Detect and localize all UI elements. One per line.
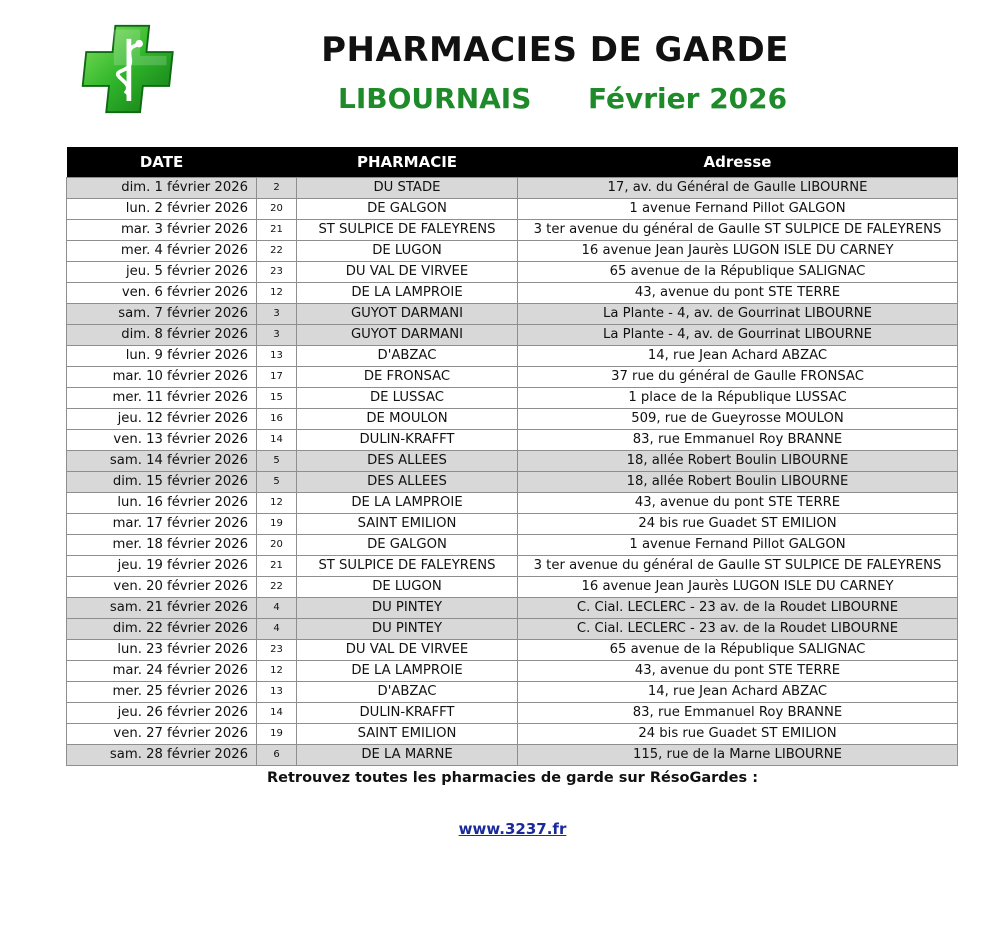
table-row <box>67 178 958 199</box>
row-number: 12 <box>257 661 297 682</box>
row-pharmacie: DE LA LAMPROIE <box>297 493 518 514</box>
row-adresse: 16 avenue Jean Jaurès LUGON ISLE DU CARNEY <box>518 241 958 262</box>
row-date: dim. 1 février 2026 <box>67 178 257 199</box>
row-pharmacie: DE LA LAMPROIE <box>297 283 518 304</box>
row-number: 6 <box>257 745 297 766</box>
table-header-row <box>67 147 958 178</box>
row-date: lun. 9 février 2026 <box>67 346 257 367</box>
row-date: dim. 15 février 2026 <box>67 472 257 493</box>
row-pharmacie: DES ALLEES <box>297 451 518 472</box>
table-row <box>67 220 958 241</box>
row-adresse: 83, rue Emmanuel Roy BRANNE <box>518 703 958 724</box>
row-adresse: 83, rue Emmanuel Roy BRANNE <box>518 430 958 451</box>
row-pharmacie: DE FRONSAC <box>297 367 518 388</box>
row-adresse: 115, rue de la Marne LIBOURNE <box>518 745 958 766</box>
table-row <box>67 262 958 283</box>
row-adresse: 24 bis rue Guadet ST EMILION <box>518 724 958 745</box>
pharmacy-schedule-table <box>66 147 958 766</box>
table-row <box>67 346 958 367</box>
page-title: PHARMACIES DE GARDE <box>321 30 789 70</box>
row-adresse: 14, rue Jean Achard ABZAC <box>518 346 958 367</box>
row-date: sam. 21 février 2026 <box>67 598 257 619</box>
footer-text: Retrouvez toutes les pharmacies de garde sur RésoGardes : <box>266 770 758 786</box>
table-row <box>67 325 958 346</box>
region-title: LIBOURNAIS <box>338 82 532 115</box>
row-adresse: 3 ter avenue du général de Gaulle ST SULPICE DE FALEYRENS <box>518 220 958 241</box>
row-number: 4 <box>257 598 297 619</box>
row-pharmacie: DES ALLEES <box>297 472 518 493</box>
row-date: ven. 6 février 2026 <box>67 283 257 304</box>
column-header-adresse: Adresse <box>518 147 958 178</box>
row-number: 19 <box>257 724 297 745</box>
row-number: 23 <box>257 640 297 661</box>
row-pharmacie: DULIN-KRAFFT <box>297 430 518 451</box>
row-date: jeu. 26 février 2026 <box>67 703 257 724</box>
row-number: 16 <box>257 409 297 430</box>
table-row <box>67 493 958 514</box>
table-row <box>67 304 958 325</box>
row-number: 14 <box>257 430 297 451</box>
row-adresse: La Plante - 4, av. de Gourrinat LIBOURNE <box>518 304 958 325</box>
row-number: 20 <box>257 535 297 556</box>
row-number: 3 <box>257 325 297 346</box>
row-date: lun. 23 février 2026 <box>67 640 257 661</box>
row-pharmacie: DE MOULON <box>297 409 518 430</box>
month-title: Février 2026 <box>588 82 788 115</box>
table-row <box>67 472 958 493</box>
row-pharmacie: ST SULPICE DE FALEYRENS <box>297 556 518 577</box>
row-number: 12 <box>257 493 297 514</box>
row-number: 19 <box>257 514 297 535</box>
table-row <box>67 430 958 451</box>
row-number: 15 <box>257 388 297 409</box>
row-date: mer. 11 février 2026 <box>67 388 257 409</box>
row-number: 20 <box>257 199 297 220</box>
row-date: ven. 13 février 2026 <box>67 430 257 451</box>
row-adresse: C. Cial. LECLERC - 23 av. de la Roudet LIBOURNE <box>518 619 958 640</box>
row-pharmacie: D'ABZAC <box>297 346 518 367</box>
table-row <box>67 640 958 661</box>
row-pharmacie: ST SULPICE DE FALEYRENS <box>297 220 518 241</box>
row-pharmacie: DU STADE <box>297 178 518 199</box>
table-row <box>67 703 958 724</box>
row-adresse: 43, avenue du pont STE TERRE <box>518 493 958 514</box>
row-adresse: 18, allée Robert Boulin LIBOURNE <box>518 451 958 472</box>
column-header-number <box>257 147 297 178</box>
row-date: mar. 24 février 2026 <box>67 661 257 682</box>
row-number: 3 <box>257 304 297 325</box>
row-adresse: 1 avenue Fernand Pillot GALGON <box>518 535 958 556</box>
row-number: 21 <box>257 220 297 241</box>
row-pharmacie: GUYOT DARMANI <box>297 325 518 346</box>
row-number: 23 <box>257 262 297 283</box>
row-adresse: 65 avenue de la République SALIGNAC <box>518 262 958 283</box>
resogardes-link[interactable]: www.3237.fr <box>458 820 567 838</box>
row-number: 12 <box>257 283 297 304</box>
pharmacy-cross-icon <box>80 22 174 116</box>
row-date: mer. 18 février 2026 <box>67 535 257 556</box>
table-row <box>67 598 958 619</box>
column-header-date: DATE <box>67 147 257 178</box>
row-adresse: 65 avenue de la République SALIGNAC <box>518 640 958 661</box>
row-pharmacie: DE LUSSAC <box>297 388 518 409</box>
row-pharmacie: DE LA MARNE <box>297 745 518 766</box>
row-adresse: 43, avenue du pont STE TERRE <box>518 661 958 682</box>
table-row <box>67 409 958 430</box>
row-date: mer. 4 février 2026 <box>67 241 257 262</box>
table-row <box>67 661 958 682</box>
row-pharmacie: DE GALGON <box>297 535 518 556</box>
row-date: sam. 7 février 2026 <box>67 304 257 325</box>
table-row <box>67 535 958 556</box>
row-number: 21 <box>257 556 297 577</box>
row-number: 17 <box>257 367 297 388</box>
row-number: 2 <box>257 178 297 199</box>
table-row <box>67 388 958 409</box>
row-adresse: 14, rue Jean Achard ABZAC <box>518 682 958 703</box>
row-pharmacie: DU VAL DE VIRVEE <box>297 262 518 283</box>
table-row <box>67 199 958 220</box>
row-number: 13 <box>257 346 297 367</box>
row-date: ven. 20 février 2026 <box>67 577 257 598</box>
table-row <box>67 619 958 640</box>
row-date: jeu. 5 février 2026 <box>67 262 257 283</box>
row-date: sam. 14 février 2026 <box>67 451 257 472</box>
row-pharmacie: SAINT EMILION <box>297 724 518 745</box>
row-pharmacie: GUYOT DARMANI <box>297 304 518 325</box>
table-row <box>67 682 958 703</box>
table-row <box>67 241 958 262</box>
row-pharmacie: DE GALGON <box>297 199 518 220</box>
row-adresse: 17, av. du Général de Gaulle LIBOURNE <box>518 178 958 199</box>
row-date: mar. 3 février 2026 <box>67 220 257 241</box>
row-pharmacie: DE LUGON <box>297 241 518 262</box>
table-row <box>67 451 958 472</box>
row-pharmacie: DU VAL DE VIRVEE <box>297 640 518 661</box>
row-date: lun. 2 février 2026 <box>67 199 257 220</box>
row-date: jeu. 19 février 2026 <box>67 556 257 577</box>
row-adresse: 24 bis rue Guadet ST EMILION <box>518 514 958 535</box>
row-number: 13 <box>257 682 297 703</box>
table-row <box>67 577 958 598</box>
table-row <box>67 283 958 304</box>
table-row <box>67 367 958 388</box>
table-row <box>67 724 958 745</box>
row-number: 14 <box>257 703 297 724</box>
row-date: dim. 22 février 2026 <box>67 619 257 640</box>
row-adresse: 43, avenue du pont STE TERRE <box>518 283 958 304</box>
row-pharmacie: SAINT EMILION <box>297 514 518 535</box>
row-pharmacie: DULIN-KRAFFT <box>297 703 518 724</box>
row-adresse: La Plante - 4, av. de Gourrinat LIBOURNE <box>518 325 958 346</box>
row-date: mar. 17 février 2026 <box>67 514 257 535</box>
row-pharmacie: DE LUGON <box>297 577 518 598</box>
row-adresse: 1 place de la République LUSSAC <box>518 388 958 409</box>
row-date: lun. 16 février 2026 <box>67 493 257 514</box>
row-adresse: C. Cial. LECLERC - 23 av. de la Roudet LIBOURNE <box>518 598 958 619</box>
row-pharmacie: D'ABZAC <box>297 682 518 703</box>
row-pharmacie: DU PINTEY <box>297 619 518 640</box>
row-number: 5 <box>257 451 297 472</box>
row-date: jeu. 12 février 2026 <box>67 409 257 430</box>
row-number: 5 <box>257 472 297 493</box>
row-number: 22 <box>257 577 297 598</box>
table-row <box>67 514 958 535</box>
row-date: mer. 25 février 2026 <box>67 682 257 703</box>
row-number: 4 <box>257 619 297 640</box>
row-date: sam. 28 février 2026 <box>67 745 257 766</box>
row-pharmacie: DE LA LAMPROIE <box>297 661 518 682</box>
row-date: dim. 8 février 2026 <box>67 325 257 346</box>
row-date: mar. 10 février 2026 <box>67 367 257 388</box>
row-adresse: 3 ter avenue du général de Gaulle ST SULPICE DE FALEYRENS <box>518 556 958 577</box>
row-adresse: 509, rue de Gueyrosse MOULON <box>518 409 958 430</box>
row-adresse: 16 avenue Jean Jaurès LUGON ISLE DU CARNEY <box>518 577 958 598</box>
row-adresse: 37 rue du général de Gaulle FRONSAC <box>518 367 958 388</box>
row-number: 22 <box>257 241 297 262</box>
row-pharmacie: DU PINTEY <box>297 598 518 619</box>
table-row <box>67 556 958 577</box>
row-adresse: 1 avenue Fernand Pillot GALGON <box>518 199 958 220</box>
row-adresse: 18, allée Robert Boulin LIBOURNE <box>518 472 958 493</box>
table-row <box>67 745 958 766</box>
column-header-pharmacie: PHARMACIE <box>297 147 518 178</box>
row-date: ven. 27 février 2026 <box>67 724 257 745</box>
